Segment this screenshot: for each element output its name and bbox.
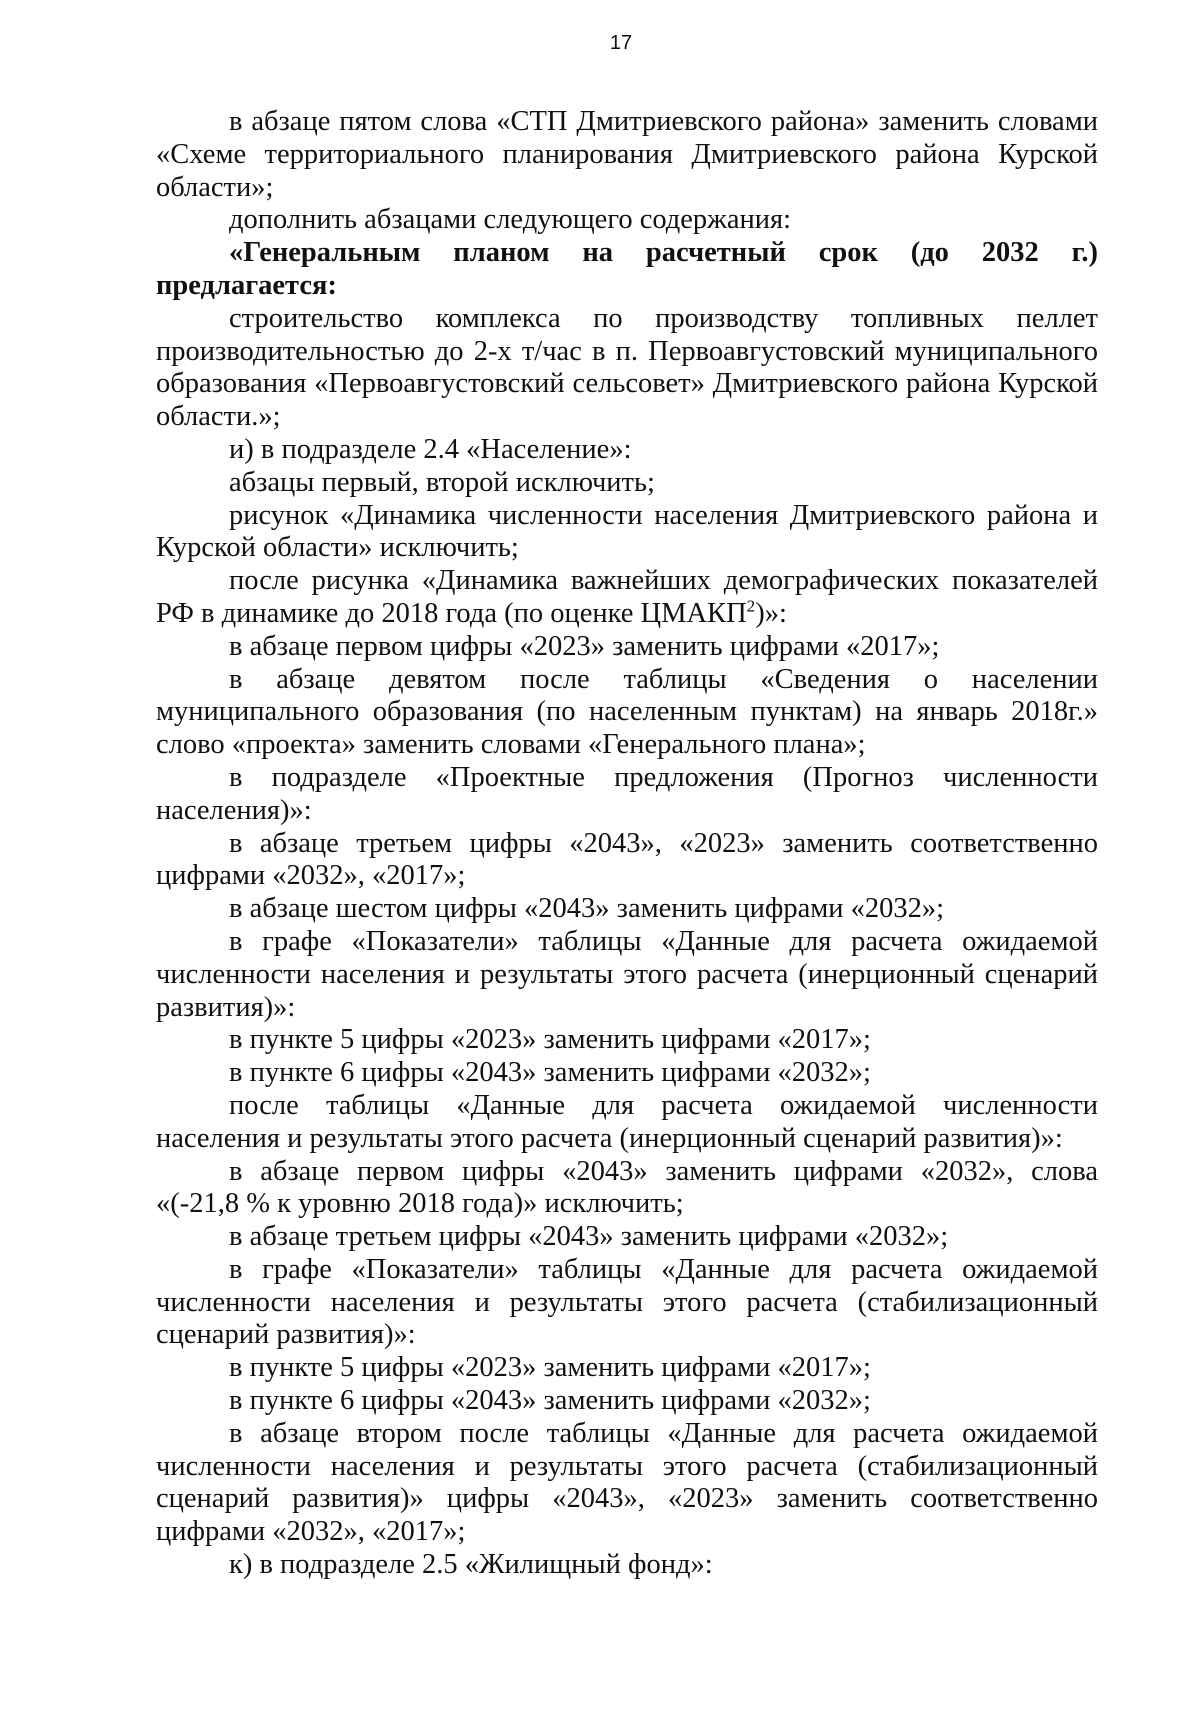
paragraph-text: и) в подразделе 2.4 «Население»: [229,433,632,465]
paragraph-text: в пункте 6 цифры «2043» заменить цифрами «2032»; [229,1057,871,1089]
paragraph-10 [156,664,1098,762]
footnote-marker: 2 [746,596,756,616]
paragraph-1 [156,106,1098,204]
paragraph-3 [156,237,1098,303]
paragraph-text-after: )»: [755,597,787,629]
paragraph-18 [156,1156,1098,1222]
paragraph-15 [156,1024,1098,1057]
paragraph-24 [156,1549,1098,1582]
paragraph-text: дополнить абзацами следующего содержания: [229,204,792,236]
paragraph-16 [156,1057,1098,1090]
paragraph-text: в графе «Показатели» таблицы «Данные для расчета ожидаемой численности населения и результаты этого расчета (инерционный сценарий развития)»: [156,925,1098,1023]
paragraph-text: в пункте 6 цифры «2043» заменить цифрами «2032»; [229,1385,871,1417]
paragraph-7 [156,500,1098,566]
paragraph-text: в абзаце первом цифры «2023» заменить цифрами «2017»; [229,630,940,662]
document-body [156,106,1098,1582]
paragraph-19 [156,1221,1098,1254]
paragraph-8 [156,565,1098,631]
paragraph-9 [156,631,1098,664]
paragraph-text: в абзаце пятом слова «СТП Дмитриевского района» заменить словами «Схеме территориального планирования Дмитриевского района Курской области»; [156,106,1098,203]
paragraph-12 [156,828,1098,894]
paragraph-text: «Генеральным планом на расчетный срок (до 2032 г.) предлагается: [156,237,1098,301]
paragraph-14 [156,926,1098,1024]
paragraph-text: в абзаце первом цифры «2043» заменить цифрами «2032», слова «(-21,8 % к уровню 2018 года)» исключить; [156,1155,1098,1220]
page-number: 17 [609,32,633,54]
paragraph-text: в абзаце девятом после таблицы «Сведения о населении муниципального образования (по населенным пунктам) на январь 2018г.» слово «проекта» заменить словами «Генерального плана»; [156,663,1098,761]
paragraph-22 [156,1385,1098,1418]
paragraph-text: к) в подразделе 2.5 «Жилищный фонд»: [229,1549,713,1581]
paragraph-text: в пункте 5 цифры «2023» заменить цифрами «2017»; [229,1024,871,1056]
paragraph-text: после рисунка «Динамика важнейших демографических показателей РФ в динамике до 2018 года (по оценке ЦМАКП [156,565,1098,629]
paragraph-2 [156,204,1098,237]
paragraph-20 [156,1254,1098,1352]
paragraph-17 [156,1090,1098,1156]
paragraph-13 [156,893,1098,926]
paragraph-text: в абзаце втором после таблицы «Данные для расчета ожидаемой численности населения и результаты этого расчета (стабилизационный сценарий развития)» цифры «2043», «2023» заменить соответственно цифрами «2032», «2017»; [156,1417,1098,1548]
paragraph-6 [156,467,1098,500]
paragraph-text: после таблицы «Данные для расчета ожидаемой численности населения и результаты этого расчета (инерционный сценарий развития)»: [156,1089,1098,1154]
paragraph-text: в абзаце шестом цифры «2043» заменить цифрами «2032»; [229,893,945,925]
paragraph-5 [156,434,1098,467]
paragraph-text: абзацы первый, второй исключить; [229,466,655,498]
paragraph-text: в пункте 5 цифры «2023» заменить цифрами «2017»; [229,1352,871,1384]
paragraph-21 [156,1352,1098,1385]
paragraph-text: рисунок «Динамика численности населения Дмитриевского района и Курской области» исключить; [156,499,1098,564]
paragraph-text: в абзаце третьем цифры «2043» заменить цифрами «2032»; [229,1221,949,1253]
paragraph-4 [156,303,1098,434]
paragraph-text: в абзаце третьем цифры «2043», «2023» заменить соответственно цифрами «2032», «2017»; [156,827,1098,892]
paragraph-23 [156,1418,1098,1549]
paragraph-text: в подразделе «Проектные предложения (Прогноз численности населения)»: [156,761,1098,826]
paragraph-text: в графе «Показатели» таблицы «Данные для расчета ожидаемой численности населения и результаты этого расчета (стабилизационный сценарий развития)»: [156,1253,1098,1351]
paragraph-text: строительство комплекса по производству топливных пеллет производительностью до 2-х т/час в п. Первоавгустовский муниципального образования «Первоавгустовский сельсовет» Дмитриевского района Курской области.»; [156,302,1098,433]
paragraph-11 [156,762,1098,828]
